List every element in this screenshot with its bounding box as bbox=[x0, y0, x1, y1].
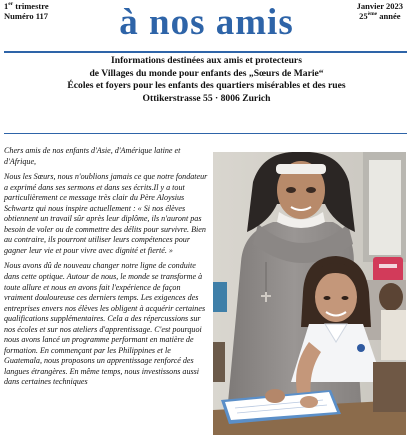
masthead-rule bbox=[4, 51, 407, 53]
article-salutation: Chers amis de nos enfants d'Asie, d'Amérique latine et d'Afrique, bbox=[4, 146, 181, 166]
intro-line: Ottikerstrasse 55 · 8006 Zurich bbox=[142, 92, 271, 104]
nun-with-student-photo bbox=[213, 152, 406, 435]
intro-line: Écoles et foyers pour les enfants des quartiers misérables et des rues bbox=[67, 80, 346, 92]
newsletter-intro bbox=[0, 55, 413, 105]
article-paragraph: Nous les Sœurs, nous n'oublions jamais ce que notre fondateur a exprimé dans ses sermons et dans ses écrits.Il y a tout particulièrement ce message très clair du Père Aloysius Schwartz qui nous inspire actuellement : « Si nos élèves obtiennent un travail sûr après leur diplôme, ils n'auront pas besoin de voler ou de commettre des délits pour survivre. Bien au contraire, ils pourront utiliser leurs compétences pour gagner leur vie et pour vivre avec dignité et fierté. » bbox=[4, 172, 208, 255]
section-rule bbox=[4, 133, 407, 134]
intro-line: de Villages du monde pour enfants des „Sœurs de Marie“ bbox=[89, 67, 324, 79]
issue-year-count: 25ème année bbox=[359, 10, 401, 21]
article-paragraph: Nous avons dû de nouveau changer notre ligne de conduite dans cette optique. Autour de nous, le monde se transforme à toute allure et nous en avons fait l'expérience de façon vraiment douloureuse ces derniers temps. Les exigences des entreprises envers nos élèves les obligent à acquérir certaines qualifications supplémentaires. Cela a des répercussions sur nos écoles et sur nos ateliers d'apprentissage. C'est pourquoi nous avons lancé un programme performant en matière de formation. En commençant par les Philippines et le Guatemala, nous proposons un apprentissage renforcé des langues étrangères. En même temps, nous investissons aussi dans certaines techniques bbox=[4, 261, 206, 387]
issue-month: Janvier 2023 bbox=[356, 1, 403, 11]
intro-line: Informations destinées aux amis et protecteurs bbox=[111, 55, 302, 66]
issue-quarter: 1er trimestre bbox=[4, 1, 49, 11]
masthead-title: à nos amis bbox=[119, 2, 294, 43]
article-body bbox=[4, 146, 209, 388]
issue-number: Numéro 117 bbox=[4, 10, 48, 21]
